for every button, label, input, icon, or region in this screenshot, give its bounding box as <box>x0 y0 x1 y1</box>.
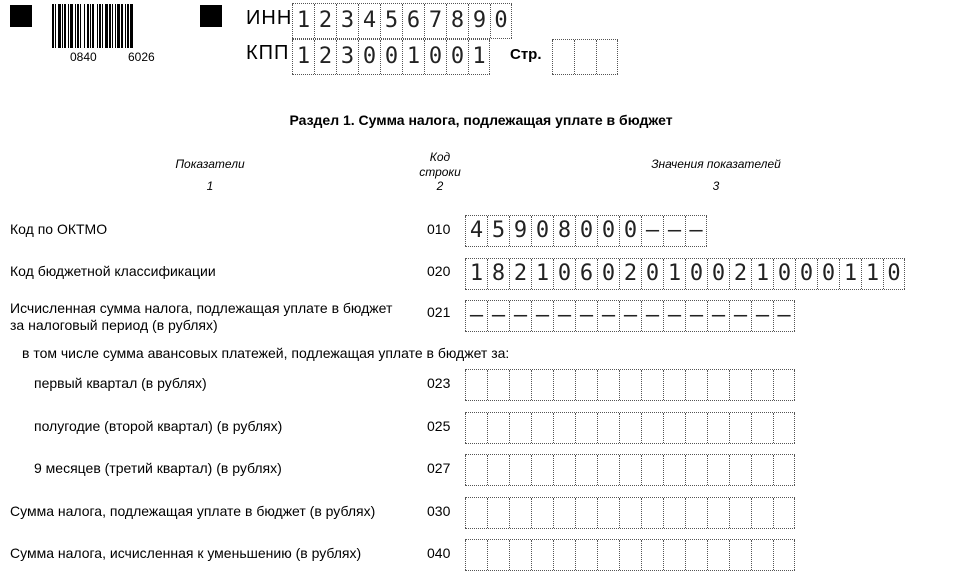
decrease-field-cell[interactable] <box>531 540 553 570</box>
decrease-label: Сумма налога, исчисленная к уменьшению (в рублях) <box>10 545 362 561</box>
decrease-field-cell[interactable] <box>751 540 773 570</box>
q1-label: первый квартал (в рублях) <box>34 375 207 391</box>
h1-field[interactable] <box>465 412 795 444</box>
h1-field-cell[interactable] <box>663 413 685 443</box>
m9-field-cell[interactable] <box>487 455 509 485</box>
oktmo-field[interactable] <box>465 215 707 247</box>
inn-cell[interactable]: 4 <box>358 4 380 38</box>
h1-field-cell[interactable] <box>707 413 729 443</box>
h1-field-cell[interactable] <box>597 413 619 443</box>
m9-field-cell[interactable] <box>729 455 751 485</box>
kbk-cell[interactable]: 0 <box>883 259 905 289</box>
pay-field-cell[interactable] <box>509 498 531 528</box>
kbk-cell[interactable]: 8 <box>487 259 509 289</box>
h1-code: 025 <box>427 418 451 434</box>
m9-field-cell[interactable] <box>575 455 597 485</box>
oktmo-cell[interactable]: 0 <box>531 216 553 246</box>
m9-field-cell[interactable] <box>597 455 619 485</box>
col1-title: Показатели <box>175 157 245 171</box>
q1-field-cell[interactable] <box>663 370 685 400</box>
decrease-field-cell[interactable] <box>663 540 685 570</box>
q1-field-cell[interactable] <box>773 370 795 400</box>
pay-field-cell[interactable] <box>663 498 685 528</box>
decrease-field-cell[interactable] <box>575 540 597 570</box>
pay-field-cell[interactable] <box>751 498 773 528</box>
page-cell[interactable] <box>574 40 596 74</box>
barcode-gap <box>133 4 134 48</box>
inn-cell[interactable]: 2 <box>314 4 336 38</box>
m9-field-cell[interactable] <box>773 455 795 485</box>
q1-field-cell[interactable] <box>465 370 487 400</box>
pay-field-cell[interactable] <box>575 498 597 528</box>
kpp-cell[interactable]: 1 <box>292 40 314 74</box>
calc-tax-cell[interactable]: – <box>465 301 487 331</box>
page-label: Стр. <box>510 46 542 63</box>
oktmo-cell[interactable]: – <box>685 216 707 246</box>
kbk-cell[interactable]: 0 <box>773 259 795 289</box>
q1-field-cell[interactable] <box>729 370 751 400</box>
pay-field-cell[interactable] <box>729 498 751 528</box>
q1-field-cell[interactable] <box>487 370 509 400</box>
pay-field-cell[interactable] <box>487 498 509 528</box>
oktmo-cell[interactable]: 0 <box>619 216 641 246</box>
q1-field-cell[interactable] <box>751 370 773 400</box>
kpp-cell[interactable]: 1 <box>402 40 424 74</box>
calc-tax-cell[interactable]: – <box>751 301 773 331</box>
kbk-code: 020 <box>427 263 451 279</box>
pay-field-cell[interactable] <box>531 498 553 528</box>
calc-tax-cell[interactable]: – <box>685 301 707 331</box>
calc-tax-cell[interactable]: – <box>487 301 509 331</box>
h1-field-cell[interactable] <box>685 413 707 443</box>
q1-field-cell[interactable] <box>707 370 729 400</box>
inn-cell[interactable]: 5 <box>380 4 402 38</box>
inn-cell[interactable]: 1 <box>292 4 314 38</box>
h1-field-cell[interactable] <box>729 413 751 443</box>
col2-num: 2 <box>436 179 444 193</box>
m9-field-cell[interactable] <box>553 455 575 485</box>
m9-field-cell[interactable] <box>751 455 773 485</box>
kbk-cell[interactable]: 0 <box>685 259 707 289</box>
m9-field-cell[interactable] <box>663 455 685 485</box>
inn-cell[interactable]: 6 <box>402 4 424 38</box>
kbk-cell[interactable]: 1 <box>861 259 883 289</box>
barcode-number-right: 6026 <box>128 50 155 64</box>
kpp-cell[interactable]: 2 <box>314 40 336 74</box>
m9-field-cell[interactable] <box>685 455 707 485</box>
pay-field[interactable] <box>465 497 795 529</box>
q1-field[interactable] <box>465 369 795 401</box>
m9-field[interactable] <box>465 454 795 486</box>
inn-cell[interactable]: 0 <box>490 4 512 38</box>
calc-tax-field[interactable] <box>465 300 795 332</box>
inn-field[interactable] <box>292 3 512 39</box>
q1-field-cell[interactable] <box>597 370 619 400</box>
kbk-cell[interactable]: 0 <box>641 259 663 289</box>
pay-field-cell[interactable] <box>465 498 487 528</box>
calc-tax-cell[interactable]: – <box>575 301 597 331</box>
col1-num: 1 <box>206 179 214 193</box>
q1-field-cell[interactable] <box>641 370 663 400</box>
decrease-field-cell[interactable] <box>465 540 487 570</box>
pay-field-cell[interactable] <box>685 498 707 528</box>
oktmo-cell[interactable]: – <box>663 216 685 246</box>
calc-tax-cell[interactable]: – <box>773 301 795 331</box>
kpp-field[interactable] <box>292 39 490 75</box>
calc-tax-cell[interactable]: – <box>553 301 575 331</box>
barcode-number-left: 0840 <box>70 50 97 64</box>
h1-field-cell[interactable] <box>553 413 575 443</box>
kbk-cell[interactable]: 2 <box>729 259 751 289</box>
kpp-cell[interactable]: 0 <box>446 40 468 74</box>
kpp-cell[interactable]: 3 <box>336 40 358 74</box>
inn-cell[interactable]: 8 <box>446 4 468 38</box>
q1-field-cell[interactable] <box>685 370 707 400</box>
calc-tax-cell[interactable]: – <box>641 301 663 331</box>
pay-field-cell[interactable] <box>619 498 641 528</box>
calc-tax-code: 021 <box>427 304 451 320</box>
q1-field-cell[interactable] <box>575 370 597 400</box>
calc-tax-cell[interactable]: – <box>531 301 553 331</box>
registration-marker-right <box>200 5 222 27</box>
oktmo-cell[interactable]: 4 <box>465 216 487 246</box>
kbk-cell[interactable]: 1 <box>663 259 685 289</box>
pay-code: 030 <box>427 503 451 519</box>
page-cell[interactable] <box>596 40 618 74</box>
q1-code: 023 <box>427 375 451 391</box>
decrease-field-cell[interactable] <box>487 540 509 570</box>
m9-code: 027 <box>427 460 451 476</box>
kbk-field[interactable] <box>465 258 905 290</box>
kbk-cell[interactable]: 1 <box>839 259 861 289</box>
oktmo-cell[interactable]: 5 <box>487 216 509 246</box>
q1-field-cell[interactable] <box>509 370 531 400</box>
kbk-cell[interactable]: 0 <box>817 259 839 289</box>
kbk-cell[interactable]: 6 <box>575 259 597 289</box>
h1-field-cell[interactable] <box>773 413 795 443</box>
inn-label: ИНН <box>246 7 293 29</box>
advance-payments-label: в том числе сумма авансовых платежей, подлежащая уплате в бюджет за: <box>22 345 510 361</box>
section-title: Раздел 1. Сумма налога, подлежащая уплате в бюджет <box>289 112 673 128</box>
kbk-label: Код бюджетной классификации <box>10 263 216 279</box>
kbk-cell[interactable]: 2 <box>619 259 641 289</box>
kpp-cell[interactable]: 0 <box>358 40 380 74</box>
barcode <box>52 4 134 48</box>
decrease-code: 040 <box>427 545 451 561</box>
pay-field-cell[interactable] <box>553 498 575 528</box>
calc-tax-cell[interactable]: – <box>729 301 751 331</box>
kbk-cell[interactable]: 1 <box>465 259 487 289</box>
m9-field-cell[interactable] <box>531 455 553 485</box>
kbk-cell[interactable]: 0 <box>707 259 729 289</box>
decrease-field-cell[interactable] <box>729 540 751 570</box>
m9-field-cell[interactable] <box>465 455 487 485</box>
oktmo-label: Код по ОКТМО <box>10 221 108 237</box>
pay-field-cell[interactable] <box>707 498 729 528</box>
oktmo-cell[interactable]: 8 <box>553 216 575 246</box>
kbk-cell[interactable]: 0 <box>597 259 619 289</box>
registration-marker-left <box>10 5 32 27</box>
h1-field-cell[interactable] <box>641 413 663 443</box>
oktmo-cell[interactable]: 0 <box>575 216 597 246</box>
h1-field-cell[interactable] <box>487 413 509 443</box>
page-number-field[interactable] <box>552 39 618 75</box>
decrease-field-cell[interactable] <box>553 540 575 570</box>
kpp-label: КПП <box>246 42 290 64</box>
decrease-field-cell[interactable] <box>707 540 729 570</box>
pay-label: Сумма налога, подлежащая уплате в бюджет (в рублях) <box>10 503 376 519</box>
oktmo-cell[interactable]: 0 <box>597 216 619 246</box>
decrease-field[interactable] <box>465 539 795 571</box>
m9-label: 9 месяцев (третий квартал) (в рублях) <box>34 460 282 476</box>
kpp-cell[interactable]: 1 <box>468 40 490 74</box>
decrease-field-cell[interactable] <box>773 540 795 570</box>
inn-cell[interactable]: 3 <box>336 4 358 38</box>
kbk-cell[interactable]: 0 <box>795 259 817 289</box>
page-cell[interactable] <box>552 40 574 74</box>
kbk-cell[interactable]: 0 <box>553 259 575 289</box>
q1-field-cell[interactable] <box>531 370 553 400</box>
m9-field-cell[interactable] <box>509 455 531 485</box>
calc-tax-cell[interactable]: – <box>597 301 619 331</box>
inn-cell[interactable]: 7 <box>424 4 446 38</box>
pay-field-cell[interactable] <box>597 498 619 528</box>
col2-title-line1: Код <box>429 150 451 164</box>
pay-field-cell[interactable] <box>641 498 663 528</box>
h1-field-cell[interactable] <box>575 413 597 443</box>
h1-field-cell[interactable] <box>465 413 487 443</box>
h1-field-cell[interactable] <box>509 413 531 443</box>
m9-field-cell[interactable] <box>619 455 641 485</box>
h1-field-cell[interactable] <box>751 413 773 443</box>
calc-tax-cell[interactable]: – <box>619 301 641 331</box>
m9-field-cell[interactable] <box>707 455 729 485</box>
decrease-field-cell[interactable] <box>685 540 707 570</box>
kpp-cell[interactable]: 0 <box>424 40 446 74</box>
kbk-cell[interactable]: 1 <box>751 259 773 289</box>
kbk-cell[interactable]: 2 <box>509 259 531 289</box>
h1-field-cell[interactable] <box>619 413 641 443</box>
h1-field-cell[interactable] <box>531 413 553 443</box>
oktmo-cell[interactable]: 9 <box>509 216 531 246</box>
calc-tax-label-line2: за налоговый период (в рублях) <box>10 317 218 333</box>
pay-field-cell[interactable] <box>773 498 795 528</box>
decrease-field-cell[interactable] <box>597 540 619 570</box>
h1-label: полугодие (второй квартал) (в рублях) <box>34 418 283 434</box>
oktmo-code: 010 <box>427 221 451 237</box>
kbk-cell[interactable]: 1 <box>531 259 553 289</box>
col3-num: 3 <box>712 179 720 193</box>
col3-title: Значения показателей <box>651 157 781 171</box>
decrease-field-cell[interactable] <box>509 540 531 570</box>
q1-field-cell[interactable] <box>553 370 575 400</box>
col2-title-line2: строки <box>419 165 461 179</box>
calc-tax-cell[interactable]: – <box>509 301 531 331</box>
decrease-field-cell[interactable] <box>641 540 663 570</box>
q1-field-cell[interactable] <box>619 370 641 400</box>
oktmo-cell[interactable]: – <box>641 216 663 246</box>
kpp-cell[interactable]: 0 <box>380 40 402 74</box>
inn-cell[interactable]: 9 <box>468 4 490 38</box>
m9-field-cell[interactable] <box>641 455 663 485</box>
calc-tax-cell[interactable]: – <box>663 301 685 331</box>
calc-tax-cell[interactable]: – <box>707 301 729 331</box>
calc-tax-label-line1: Исчисленная сумма налога, подлежащая уплате в бюджет <box>10 300 393 316</box>
decrease-field-cell[interactable] <box>619 540 641 570</box>
